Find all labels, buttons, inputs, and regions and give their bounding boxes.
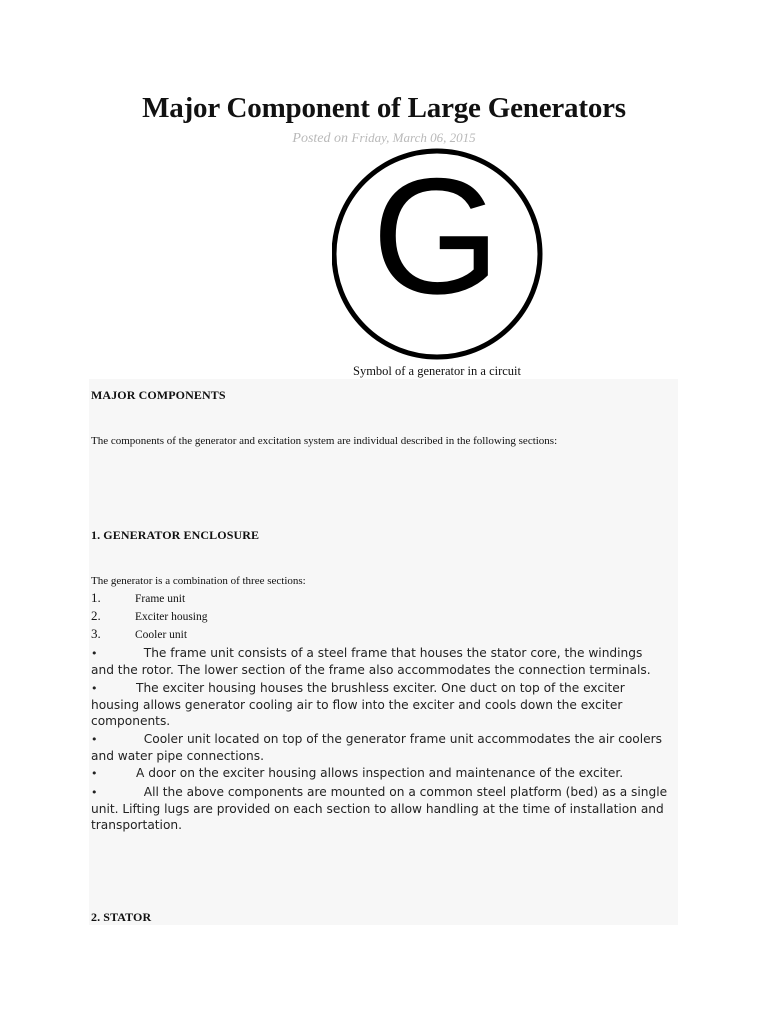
generator-enclosure-heading: 1. GENERATOR ENCLOSURE (91, 528, 260, 542)
bullet-icon: • (91, 733, 98, 746)
list-item-number: 2. (91, 608, 101, 623)
posted-prefix: Posted on (292, 131, 352, 146)
bullet-text-rest: and water pipe connections. (91, 749, 265, 763)
stator-heading: 2. STATOR (91, 910, 152, 924)
list-item-label: Frame unit (135, 593, 186, 605)
bullet-item (91, 784, 681, 833)
article-title: Major Component of Large Generators (142, 92, 626, 124)
bullet-icon: • (91, 786, 98, 799)
bullet-text-first-line: Cooler unit located on top of the generator frame unit accommodates the air coolers (136, 732, 662, 746)
generator-symbol-icon (332, 145, 544, 365)
bullet-item (91, 765, 681, 782)
bullet-text-first-line: A door on the exciter housing allows inspection and maintenance of the exciter. (136, 766, 624, 780)
bullet-text-first-line: The exciter housing houses the brushless exciter. One duct on top of the exciter (136, 681, 625, 695)
list-item (91, 590, 185, 606)
posted-date: Friday, March 06, 2015 (351, 130, 476, 145)
list-item (91, 608, 208, 624)
bullet-icon: • (91, 767, 98, 780)
bullet-icon: • (91, 682, 98, 695)
bullet-text-rest: housing allows generator cooling air to flow into the exciter and cools down the exciter components. (91, 698, 623, 728)
list-item-label: Exciter housing (135, 611, 208, 623)
list-item-number: 1. (91, 590, 101, 605)
bullet-item (91, 731, 681, 764)
enclosure-intro-text: The generator is a combination of three sections: (91, 575, 306, 587)
bullet-item (91, 680, 681, 729)
list-item (91, 626, 187, 642)
list-item-number: 3. (91, 626, 101, 641)
list-item-label: Cooler unit (135, 629, 188, 641)
bullet-text-first-line: All the above components are mounted on a common steel platform (bed) as a single (136, 785, 668, 799)
bullet-text-rest: unit. Lifting lugs are provided on each section to allow handling at the time of installation and transportation. (91, 802, 664, 832)
bullet-icon: • (91, 647, 98, 660)
generator-symbol-letter: G (371, 145, 501, 328)
bullet-text-rest: and the rotor. The lower section of the frame also accommodates the connection terminals. (91, 663, 651, 677)
major-components-heading: MAJOR COMPONENTS (91, 388, 226, 402)
bullet-item (91, 645, 681, 678)
bullet-text-first-line: The frame unit consists of a steel frame that houses the stator core, the windings (136, 646, 643, 660)
major-components-text: The components of the generator and excitation system are individual described in the following sections: (91, 435, 558, 447)
figure-caption: Symbol of a generator in a circuit (353, 364, 521, 378)
